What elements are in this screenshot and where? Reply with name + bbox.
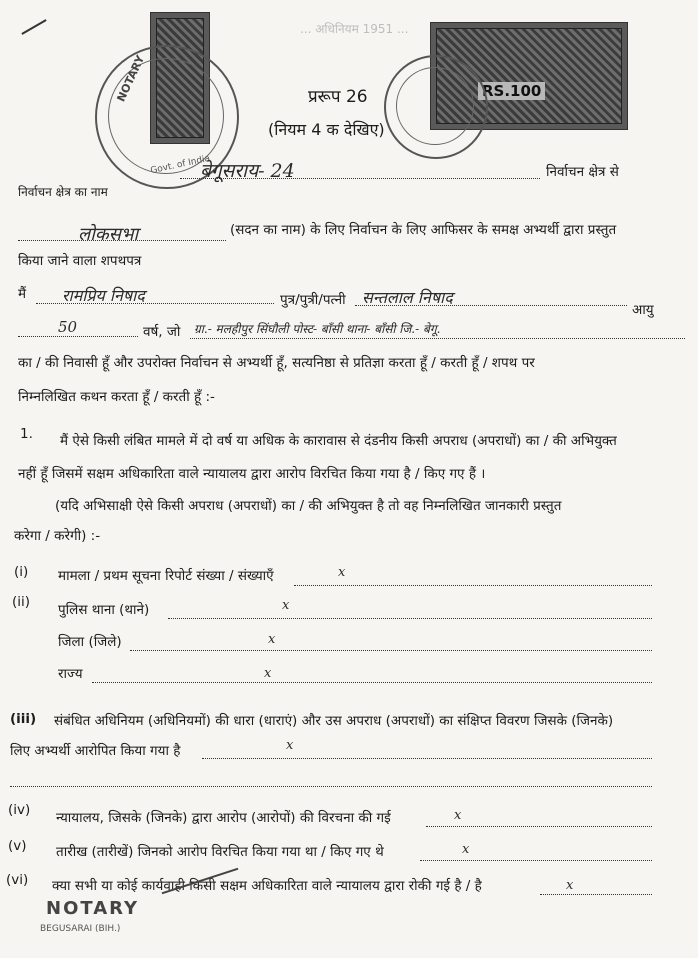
house-handwritten: लोकसभा <box>78 224 139 245</box>
address-line <box>190 338 685 339</box>
item2-line <box>168 618 652 619</box>
item4-number: (iv) <box>8 802 31 818</box>
district-value: x <box>268 632 276 647</box>
item1-label: मामला / प्रथम सूचना रिपोर्ट संख्या / संख्याएँ <box>58 568 274 584</box>
item3-extra-line <box>10 786 652 787</box>
item3-line2: लिए अभ्यर्थी आरोपित किया गया है <box>10 743 181 759</box>
affidavit-line: किया जाने वाला शपथपत्र <box>18 253 142 269</box>
deponent-name: रामप्रिय निषाद <box>62 286 145 305</box>
constituency-line <box>180 178 540 179</box>
item5-line <box>420 860 652 861</box>
notary-stamp-title: NOTARY <box>46 898 140 919</box>
state-value: x <box>264 666 272 681</box>
item6-line <box>540 894 652 895</box>
state-label: राज्य <box>58 666 83 682</box>
item1-number: (i) <box>14 564 29 580</box>
pen-mark <box>21 19 46 35</box>
age-line <box>18 336 138 337</box>
state-line <box>92 682 652 683</box>
constituency-label: निर्वाचन क्षेत्र का नाम <box>18 185 108 199</box>
item4-line <box>426 826 652 827</box>
conditional-line2: करेगा / करेगी) :- <box>14 528 101 544</box>
item4-label: न्यायालय, जिसके (जिनके) द्वारा आरोप (आरोपों) की विरचना की गई <box>56 810 391 826</box>
notary-stamp-place: BEGUSARAI (BIH.) <box>40 924 121 934</box>
district-line <box>130 650 652 651</box>
item1-line <box>294 585 652 586</box>
district-label: जिला (जिले) <box>58 634 122 650</box>
clause1-line1: मैं ऐसे किसी लंबित मामले में दो वर्ष या अधिक के कारावास से दंडनीय किसी अपराध (अपराधों) का / की अभियुक्त <box>60 433 617 449</box>
resident-line: का / की निवासी हूँ और उपरोक्त निर्वाचन से अभ्यर्थी हूँ, सत्यनिष्ठा से प्रतिज्ञा करता हूँ / करती हूँ / शपथ पर <box>18 355 535 371</box>
seal-left-subtext: Govt. of India <box>149 153 212 177</box>
constituency-suffix: निर्वाचन क्षेत्र से <box>546 164 619 180</box>
faded-top-text: ... अधिनियम 1951 ... <box>300 22 409 36</box>
age-handwritten: 50 <box>58 318 78 336</box>
item1-value: x <box>338 565 346 580</box>
item5-number: (v) <box>8 838 27 854</box>
house-line <box>18 240 226 241</box>
statement-line: निम्नलिखित कथन करता हूँ / करती हूँ :- <box>18 389 215 405</box>
constituency-handwritten: बेगूसराय- 24 <box>200 160 295 182</box>
clause1-number: 1. <box>20 426 33 442</box>
name-line <box>36 303 274 304</box>
address-handwritten: ग्रा.- मलहीपुर सिंघौली पोस्ट- बाँसी थाना- बाँसी जि.- बेगू. <box>194 322 441 336</box>
stamp-value: RS.100 <box>478 82 545 100</box>
item3-line1: संबंधित अधिनियम (अधिनियमों) की धारा (धाराएं) और उस अपराध (अपराधों) का संक्षिप्त विवरण जिसके (जिनके) <box>54 713 614 729</box>
item2-value: x <box>282 598 290 613</box>
clause1-line2: नहीं हूँ जिसमें सक्षम अधिकारिता वाले न्यायालय द्वारा आरोप विरचित किया गया है / किए गए हैं । <box>18 466 486 482</box>
item6-value: x <box>566 878 574 893</box>
item3-number: (iii) <box>10 711 37 727</box>
house-label: (सदन का नाम) के लिए निर्वाचन के लिए आफिसर के समक्ष अभ्यर्थी द्वारा प्रस्तुत <box>230 222 617 238</box>
item3-value: x <box>286 738 294 753</box>
years-label: वर्ष, जो <box>143 324 181 340</box>
rule-reference: (नियम 4 क देखिए) <box>268 120 385 139</box>
age-label: आयु <box>632 302 654 318</box>
item6-label: क्या सभी या कोई कार्यवाही किसी सक्षम अधिकारिता वाले न्यायालय द्वारा रोकी गई है / है <box>52 878 482 894</box>
item6-number: (vi) <box>6 872 29 888</box>
relation-label: पुत्र/पुत्री/पत्नी <box>280 292 346 308</box>
father-name: सन्तलाल निषाद <box>362 288 453 307</box>
father-line <box>355 305 627 306</box>
form-title: प्ररूप 26 <box>308 87 368 107</box>
item3-line <box>202 758 652 759</box>
item5-value: x <box>462 842 470 857</box>
item5-label: तारीख (तारीखें) जिनको आरोप विरचित किया गया था / किए गए थे <box>56 844 384 860</box>
main-prefix: मैं <box>18 286 27 302</box>
notary-seal-right-inner <box>396 67 474 145</box>
item2-number: (ii) <box>12 594 31 610</box>
item2-label: पुलिस थाना (थाने) <box>58 602 150 618</box>
seal-left-text: NOTARY <box>114 53 148 104</box>
item4-value: x <box>454 808 462 823</box>
conditional-line1: (यदि अभिसाक्षी ऐसे किसी अपराध (अपराधों) का / की अभियुक्त है तो वह निम्नलिखित जानकारी प्रस्तुत <box>55 498 562 514</box>
